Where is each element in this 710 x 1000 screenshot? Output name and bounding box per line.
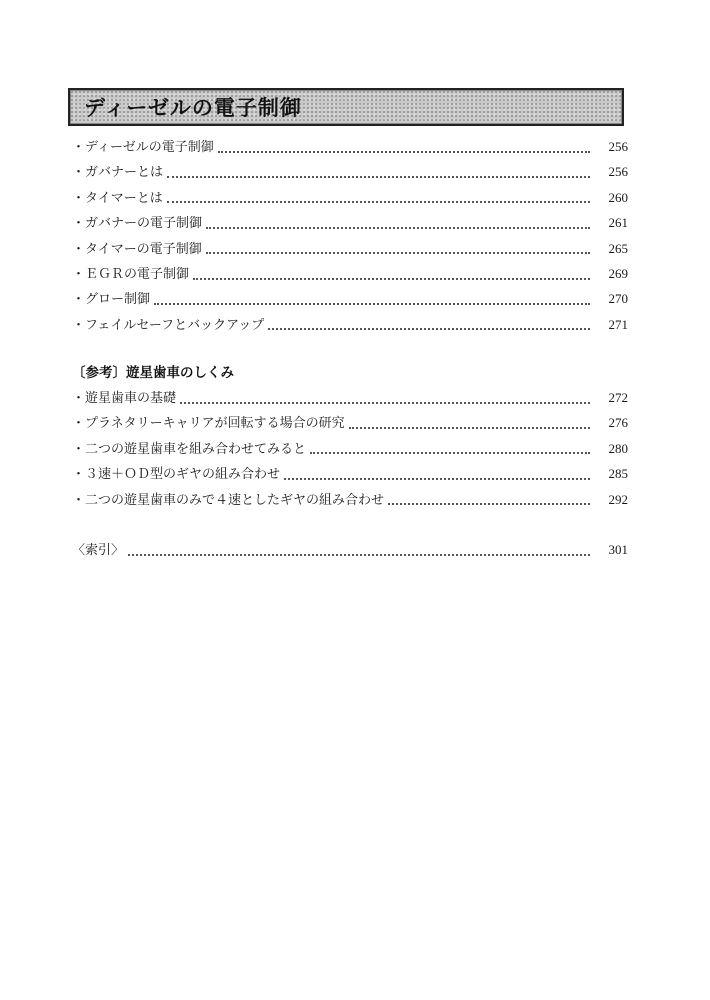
toc-entry-text: ・ＥＧＲの電子制御 — [72, 266, 190, 282]
dot-leader — [284, 462, 590, 480]
toc-entry-text: ・二つの遊星歯車を組み合わせてみると — [72, 441, 307, 457]
toc-entry-page: 271 — [608, 316, 628, 332]
chapter-heading-box — [68, 88, 624, 126]
toc-entry[interactable] — [72, 385, 628, 410]
toc-entry-page: 269 — [608, 265, 628, 281]
toc-entry-page: 280 — [608, 440, 628, 456]
dot-leader — [167, 160, 590, 178]
toc-entry-page: 256 — [608, 164, 628, 180]
dot-leader — [167, 185, 590, 203]
index-entry-page: 301 — [608, 542, 628, 557]
toc-entry-text: ・３速＋ＯＤ型のギヤの組み合わせ — [72, 467, 281, 483]
toc-entry-page: 261 — [608, 215, 628, 231]
toc-entry[interactable] — [72, 134, 628, 159]
dot-leader — [218, 135, 590, 153]
reference-toc-list — [72, 385, 628, 512]
dot-leader — [349, 411, 590, 429]
dot-leader — [206, 211, 590, 229]
toc-entry-text: ・ガバナーとは — [72, 165, 164, 181]
toc-entry-text: ・タイマーとは — [72, 190, 163, 206]
toc-entry-text: ・ディーゼルの電子制御 — [72, 140, 214, 155]
toc-entry-text: ・二つの遊星歯車のみで４速としたギヤの組み合わせ — [72, 492, 385, 508]
dot-leader — [154, 287, 590, 305]
chapter-title: ディーゼルの電子制御 — [84, 96, 302, 120]
toc-entry[interactable] — [72, 487, 628, 512]
toc-entry[interactable] — [72, 210, 628, 235]
toc-entry[interactable] — [72, 286, 628, 311]
toc-entry[interactable] — [72, 436, 628, 461]
toc-entry-page: 256 — [608, 139, 628, 154]
dot-leader — [128, 538, 590, 556]
dot-leader — [193, 262, 590, 280]
toc-entry[interactable] — [72, 236, 628, 261]
toc-entry-page: 272 — [608, 390, 628, 405]
toc-entry-text: ・プラネタリーキャリアが回転する場合の研究 — [72, 416, 345, 432]
toc-entry-text: ・遊星歯車の基礎 — [72, 391, 177, 406]
toc-entry[interactable] — [72, 312, 628, 337]
toc-entry[interactable] — [72, 461, 628, 486]
toc-entry[interactable] — [72, 410, 628, 435]
toc-entry-page: 285 — [608, 466, 628, 482]
toc-entry-text: ・タイマーの電子制御 — [72, 241, 202, 257]
index-entry-text: 〈索引〉 — [72, 543, 125, 558]
toc-entry-page: 260 — [608, 189, 628, 205]
toc-entry[interactable] — [72, 159, 628, 184]
toc-entry-page: 292 — [608, 491, 628, 507]
dot-leader — [310, 436, 590, 454]
dot-leader — [388, 487, 590, 505]
toc-entry-page: 270 — [608, 291, 628, 307]
index-entry[interactable] — [72, 537, 628, 562]
toc-entry[interactable] — [72, 185, 628, 210]
toc-entry-text: ・フェイルセーフとバックアップ — [72, 317, 265, 333]
dot-leader — [206, 236, 590, 254]
toc-entry-page: 265 — [608, 240, 628, 256]
toc-entry[interactable] — [72, 261, 628, 286]
dot-leader — [268, 312, 590, 330]
dot-leader — [180, 386, 590, 404]
toc-entry-text: ・ガバナーの電子制御 — [72, 216, 203, 232]
toc-entry-page: 276 — [608, 415, 628, 431]
reference-section-heading: 〔参考〕遊星歯車のしくみ — [72, 365, 234, 381]
chapter-toc-list — [72, 134, 628, 337]
toc-entry-text: ・グロー制御 — [72, 292, 151, 308]
